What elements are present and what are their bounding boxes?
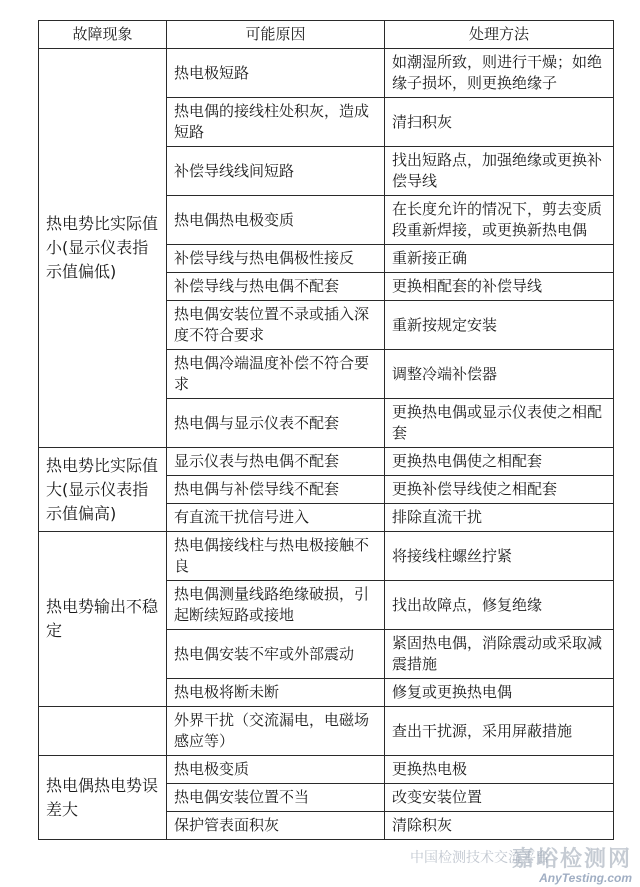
fix-cell: 重新按规定安装 (385, 301, 614, 350)
cause-cell: 热电偶测量线路绝缘破损，引起断续短路或接地 (167, 581, 385, 630)
watermark-logo (512, 842, 632, 885)
fix-cell: 找出短路点，加强绝缘或更换补偿导线 (385, 147, 614, 196)
fix-cell: 查出干扰源，采用屏蔽措施 (385, 707, 614, 756)
cause-cell: 热电偶的接线柱处积灰，造成短路 (167, 98, 385, 147)
table-header-row (39, 21, 614, 49)
fix-cell: 清扫积灰 (385, 98, 614, 147)
watermark-overlay-text: 中国检测技术交流平台 (410, 850, 550, 866)
symptom-cell: 热电势比实际值小(显示仪表指示值偏低) (39, 49, 167, 448)
symptom-cell: 热电势比实际值大(显示仪表指示值偏高) (39, 448, 167, 532)
cause-cell: 热电偶安装不牢或外部震动 (167, 630, 385, 679)
cause-cell: 补偿导线与热电偶极性接反 (167, 245, 385, 273)
symptom-cell: 热电偶热电势误差大 (39, 756, 167, 840)
fix-cell: 更换补偿导线使之相配套 (385, 476, 614, 504)
fix-cell: 在长度允许的情况下，剪去变质段重新焊接，或更换新热电偶 (385, 196, 614, 245)
watermark-main-text: 嘉峪检测网 (511, 847, 632, 872)
cause-cell: 保护管表面积灰 (167, 812, 385, 840)
cause-cell: 外界干扰（交流漏电，电磁场感应等） (167, 707, 385, 756)
fix-cell: 找出故障点，修复绝缘 (385, 581, 614, 630)
fix-cell: 清除积灰 (385, 812, 614, 840)
cause-cell: 有直流干扰信号进入 (167, 504, 385, 532)
cause-cell: 热电极将断未断 (167, 679, 385, 707)
fix-cell: 修复或更换热电偶 (385, 679, 614, 707)
fix-cell: 如潮湿所致，则进行干燥；如绝缘子损坏，则更换绝缘子 (385, 49, 614, 98)
table-row (39, 49, 614, 98)
fault-table-container (38, 20, 613, 840)
cause-cell: 热电偶安装位置不录或插入深度不符合要求 (167, 301, 385, 350)
cause-cell: 热电偶热电极变质 (167, 196, 385, 245)
header-cause: 可能原因 (167, 21, 385, 49)
symptom-cell (39, 707, 167, 756)
fix-cell: 更换热电极 (385, 756, 614, 784)
fix-cell: 更换热电偶使之相配套 (385, 448, 614, 476)
cause-cell: 热电偶与显示仪表不配套 (167, 399, 385, 448)
fix-cell: 调整冷端补偿器 (385, 350, 614, 399)
cause-cell: 热电极短路 (167, 49, 385, 98)
cause-cell: 热电偶接线柱与热电极接触不良 (167, 532, 385, 581)
fix-cell: 更换热电偶或显示仪表使之相配套 (385, 399, 614, 448)
table-row (39, 756, 614, 784)
fix-cell: 更换相配套的补偿导线 (385, 273, 614, 301)
fix-cell: 排除直流干扰 (385, 504, 614, 532)
table-row (39, 532, 614, 581)
symptom-cell: 热电势输出不稳定 (39, 532, 167, 707)
cause-cell: 热电偶与补偿导线不配套 (167, 476, 385, 504)
cause-cell: 热电偶安装位置不当 (167, 784, 385, 812)
cause-cell: 热电极变质 (167, 756, 385, 784)
header-symptom: 故障现象 (39, 21, 167, 49)
cause-cell: 显示仪表与热电偶不配套 (167, 448, 385, 476)
fix-cell: 重新接正确 (385, 245, 614, 273)
fix-cell: 改变安装位置 (385, 784, 614, 812)
fault-table (38, 20, 614, 840)
cause-cell: 补偿导线与热电偶不配套 (167, 273, 385, 301)
table-row (39, 707, 614, 756)
fix-cell: 将接线柱螺丝拧紧 (385, 532, 614, 581)
table-row (39, 448, 614, 476)
watermark-sub-text: AnyTesting.com (539, 871, 632, 885)
fix-cell: 紧固热电偶，消除震动或采取减震措施 (385, 630, 614, 679)
cause-cell: 热电偶冷端温度补偿不符合要求 (167, 350, 385, 399)
header-fix: 处理方法 (385, 21, 614, 49)
cause-cell: 补偿导线线间短路 (167, 147, 385, 196)
